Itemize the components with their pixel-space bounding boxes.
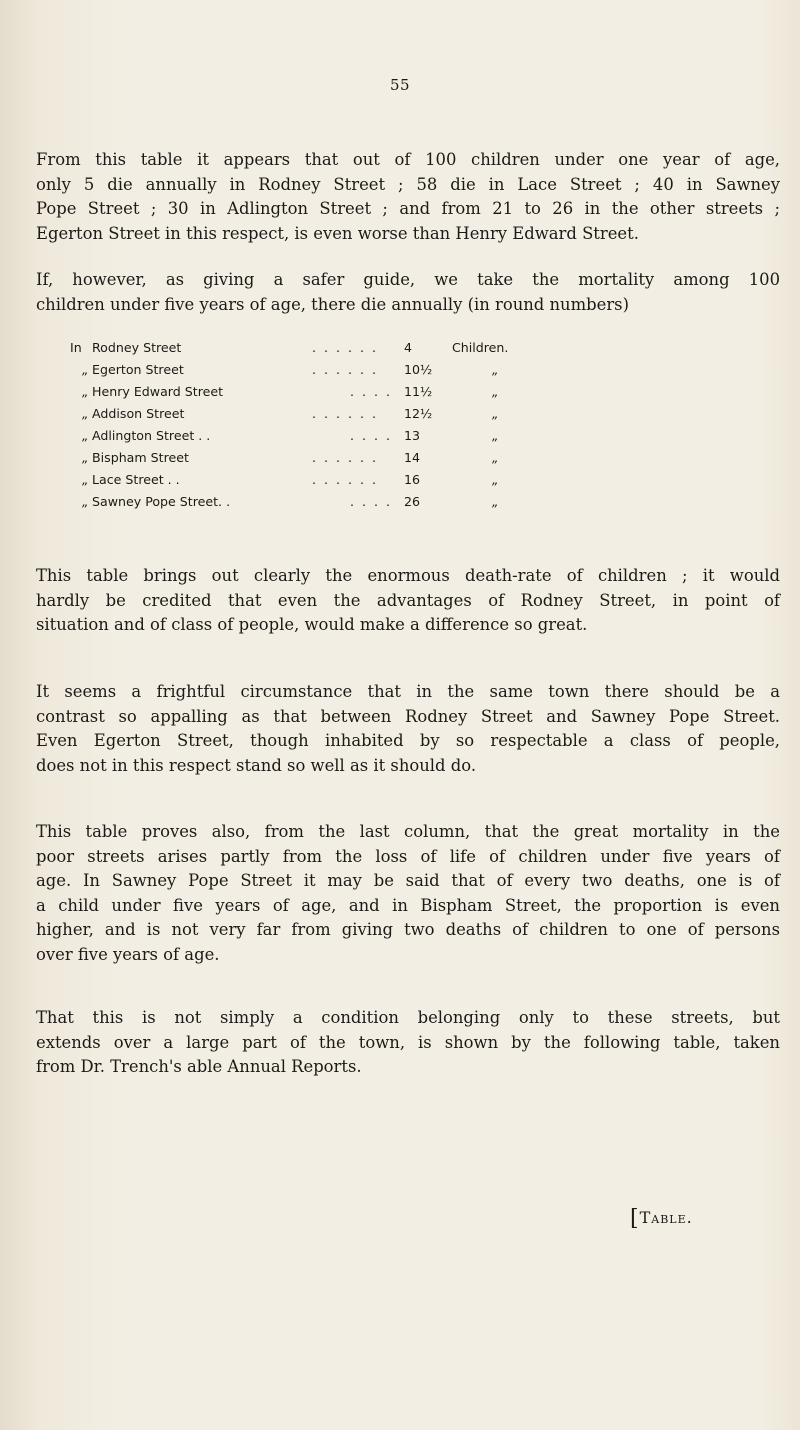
row-prefix: „ xyxy=(82,406,89,421)
paragraph-contrast xyxy=(36,680,780,778)
row-prefix: „ xyxy=(82,494,89,509)
row-leader: . . . . . . xyxy=(312,450,379,465)
row-prefix: „ xyxy=(82,450,89,465)
table-row xyxy=(70,340,670,362)
text-line: only 5 die annually in Rodney Street ; 58 die in Lace Street ; 40 in Sawney xyxy=(36,174,780,194)
table-row xyxy=(70,362,670,384)
text-line: extends over a large part of the town, is shown by the following table, taken xyxy=(36,1032,780,1052)
row-prefix: „ xyxy=(82,472,89,487)
row-value: 14 xyxy=(404,450,421,465)
text-line: This table brings out clearly the enormous death-rate of children ; it would xyxy=(36,566,780,585)
table-row xyxy=(70,406,670,428)
row-street: Egerton Street xyxy=(92,362,184,377)
table-row xyxy=(70,428,670,450)
text-line: situation and of class of people, would make a difference so great. xyxy=(36,615,588,634)
table-row xyxy=(70,450,670,472)
row-value: 11½ xyxy=(404,384,433,399)
row-prefix: „ xyxy=(82,384,89,399)
row-leader: . . . . xyxy=(350,384,393,399)
text-line: From this table it appears that out of 100 children under one year of age, xyxy=(36,150,780,169)
text-line: It seems a frightful circumstance that in the same town there should be a xyxy=(36,682,780,701)
catchword-text: Table. xyxy=(639,1208,693,1227)
text-line: hardly be credited that even the advantages of Rodney Street, in point of xyxy=(36,590,780,610)
row-value: 13 xyxy=(404,428,421,443)
row-unit: „ xyxy=(492,494,499,509)
catchword xyxy=(630,1206,693,1231)
text-line: higher, and is not very far from giving two deaths of children to one of persons xyxy=(36,920,780,939)
row-value: 16 xyxy=(404,472,421,487)
row-street: Henry Edward Street xyxy=(92,384,224,399)
paragraph-following-table xyxy=(36,1006,780,1080)
paragraph-intro xyxy=(36,148,780,246)
row-street: Lace Street . . xyxy=(92,472,180,487)
text-line: does not in this respect stand so well as it should do. xyxy=(36,755,477,775)
row-prefix: „ xyxy=(82,428,89,443)
text-line: Even Egerton Street, though inhabited by so respectable a class of people, xyxy=(36,731,780,750)
row-street: Bispham Street xyxy=(92,450,189,465)
row-unit: „ xyxy=(492,362,499,377)
row-street: Rodney Street xyxy=(92,340,182,355)
row-leader: . . . . xyxy=(350,428,393,443)
row-prefix: „ xyxy=(82,362,89,377)
text-line: Pope Street ; 30 in Adlington Street ; and from 21 to 26 in the other streets ; xyxy=(36,199,780,218)
text-line: That this is not simply a condition belonging only to these streets, but xyxy=(36,1008,780,1027)
text-line: Egerton Street in this respect, is even worse than Henry Edward Street. xyxy=(36,223,639,243)
mortality-table xyxy=(70,340,670,516)
text-line: contrast so appalling as that between Rodney Street and Sawney Pope Street. xyxy=(36,706,780,726)
text-line: poor streets arises partly from the loss of life of children under five years of xyxy=(36,846,780,866)
row-prefix: In xyxy=(70,340,82,355)
text-line: a child under five years of age, and in Bispham Street, the proportion is even xyxy=(36,895,780,915)
row-street: Sawney Pope Street. . xyxy=(92,494,231,509)
row-leader: . . . . . . xyxy=(312,340,379,355)
text-line: children under five years of age, there die annually (in round numbers) xyxy=(36,294,629,314)
row-leader: . . . . xyxy=(350,494,393,509)
row-street: Adlington Street . . xyxy=(92,428,211,443)
table-row xyxy=(70,384,670,406)
page-number: 55 xyxy=(389,76,411,94)
table-row xyxy=(70,494,670,516)
text-line: This table proves also, from the last column, that the great mortality in the xyxy=(36,822,780,841)
row-value: 10½ xyxy=(404,362,433,377)
row-leader: . . . . . . xyxy=(312,472,379,487)
row-value: 4 xyxy=(404,340,413,355)
text-line: If, however, as giving a safer guide, we take the mortality among 100 xyxy=(36,270,780,289)
row-unit: „ xyxy=(492,472,499,487)
row-unit: „ xyxy=(492,384,499,399)
table-row xyxy=(70,472,670,494)
text-line: age. In Sawney Pope Street it may be said that of every two deaths, one is of xyxy=(36,871,780,890)
paragraph-death-rate xyxy=(36,564,780,638)
row-leader: . . . . . . xyxy=(312,406,379,421)
row-unit: „ xyxy=(492,450,499,465)
row-leader: . . . . . . xyxy=(312,362,379,377)
paragraph-five-years xyxy=(36,268,780,317)
row-value: 12½ xyxy=(404,406,433,421)
row-unit: „ xyxy=(492,428,499,443)
row-street: Addison Street xyxy=(92,406,185,421)
text-line: from Dr. Trench's able Annual Reports. xyxy=(36,1057,362,1076)
text-line: over five years of age. xyxy=(36,944,220,964)
paragraph-last-column xyxy=(36,820,780,967)
row-unit: Children. xyxy=(452,340,509,355)
row-unit: „ xyxy=(492,406,499,421)
catchword-bracket: [ xyxy=(630,1206,640,1231)
row-value: 26 xyxy=(404,494,421,509)
